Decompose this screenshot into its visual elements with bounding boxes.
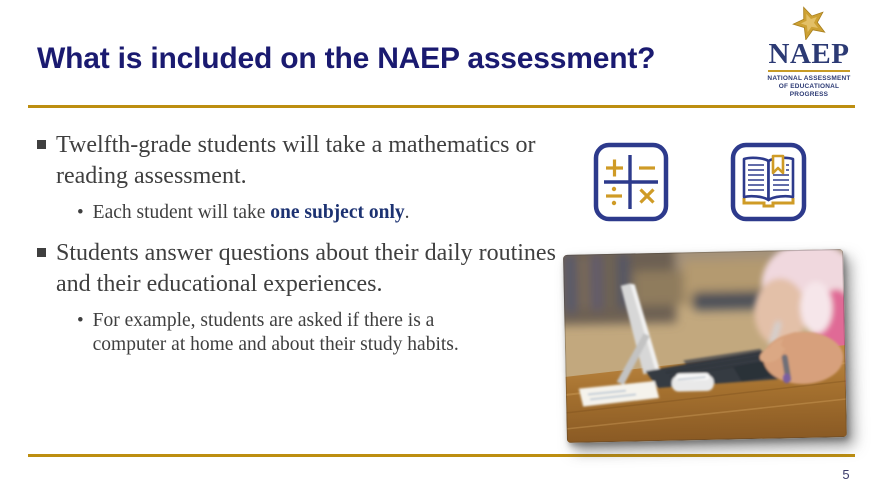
sub-bullet-2-text: For example, students are asked if there is a computer at home and about their study habits. xyxy=(92,310,459,355)
dot-bullet-marker: • xyxy=(77,310,84,331)
student-tablet-photo xyxy=(563,249,847,443)
page-title: What is included on the NAEP assessment? xyxy=(37,42,656,75)
naep-logo-subtitle-line1: NATIONAL ASSESSMENT xyxy=(767,75,851,82)
sub-bullet-item-1 xyxy=(77,201,562,225)
square-bullet-marker xyxy=(37,248,46,257)
naep-logo-underline xyxy=(768,70,850,72)
dot-bullet-marker: • xyxy=(77,202,84,223)
sub-bullet-1-text xyxy=(93,201,410,225)
bullet-list xyxy=(37,130,562,370)
sub-bullet-1-post: . xyxy=(404,202,410,223)
footer-divider-rule xyxy=(28,454,855,457)
math-operations-icon xyxy=(593,142,669,222)
naep-logo-subtitle xyxy=(766,75,852,99)
student-tablet-photo-image xyxy=(563,249,847,443)
page-number: 5 xyxy=(842,467,850,482)
naep-logo xyxy=(766,4,852,99)
sub-bullet-item-2 xyxy=(77,309,562,357)
subject-icons xyxy=(593,142,807,222)
bullet-2-text: Students answer questions about their daily routines and their educational experiences. xyxy=(56,240,556,297)
open-book-icon xyxy=(730,142,807,222)
gold-star-icon xyxy=(781,4,837,40)
naep-logo-acronym: NAEP xyxy=(768,38,850,70)
naep-logo-subtitle-line2: OF EDUCATIONAL xyxy=(778,83,840,90)
bullet-item-2 xyxy=(37,238,562,300)
naep-logo-subtitle-line3: PROGRESS xyxy=(789,91,829,98)
bullet-item-1 xyxy=(37,130,562,192)
sub-bullet-1-pre: Each student will take xyxy=(92,202,271,223)
title-divider-rule xyxy=(28,105,855,108)
bullet-1-text: Twelfth-grade students will take a mathematics or reading assessment. xyxy=(56,132,536,189)
sub-bullet-1-emphasis: one subject only xyxy=(270,202,405,223)
square-bullet-marker xyxy=(37,140,46,149)
